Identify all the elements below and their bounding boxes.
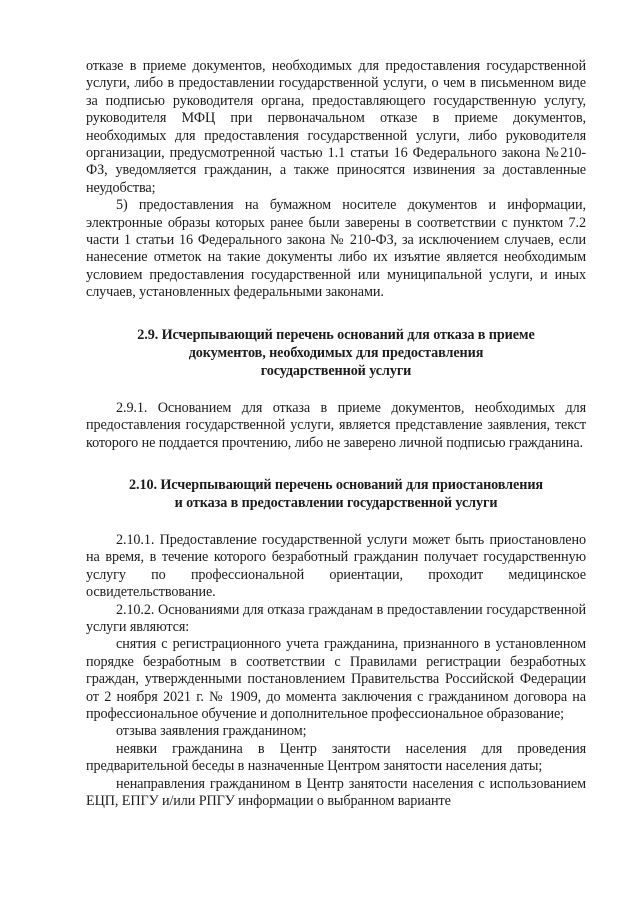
paragraph-item-5: 5) предоставления на бумажном носителе документов и информации, электронные образы которых ранее были заверены в соответствии с пунктом 7.2 части 1 статьи 16 Федерального закона № 210-ФЗ, за исключением случаев, если нанесение отметок на такие документы либо их изъятие является необходимым условием предоставления государственной или муниципальной услуги, и иных случаев, установленных федеральными законами. (86, 197, 586, 301)
heading-line: и отказа в предоставлении государственной услуги (174, 494, 498, 511)
heading-line: государственной услуги (260, 362, 412, 379)
paragraph-2-9-1: 2.9.1. Основанием для отказа в приеме документов, необходимых для предоставления государственной услуги, является представление заявления, текст которого не поддается прочтению, либо не заверено личной подписью гражданина. (86, 399, 586, 451)
paragraph-refusal-notice: отказе в приеме документов, необходимых для предоставления государственной услуги, либо в предоставлении государственной услуги, о чем в письменном виде за подписью руководителя органа, предоставляющего государственную услугу, руководителя МФЦ при первоначальном отказе в приеме документов, необходимых для предоставления государственной услуги, либо руководителя организации, предусмотренной частью 1.1 статьи 16 Федерального закона №210-ФЗ, уведомляется гражданин, а также приносятся извинения за доставленные неудобства; (86, 58, 586, 196)
paragraph-2-10-2: 2.10.2. Основаниями для отказа гражданам в предоставлении государственной услуги являются: (86, 601, 586, 635)
heading-line: 2.10. Исчерпывающий перечень оснований для приостановления (129, 476, 543, 493)
list-item-deregistration: снятия с регистрационного учета гражданина, признанного в установленном порядке безработным в соответствии с Правилами регистрации безработных граждан, утвержденными постановлением Правительства Российской Федерации от 2 ноября 2021 г. № 1909, до момента заключения с гражданином договора на профессиональное обучение и дополнительное профессиональное образование; (86, 636, 586, 722)
list-item-withdrawal: отзыва заявления гражданином; (116, 723, 307, 740)
paragraph-2-10-1: 2.10.1. Предоставление государственной услуги может быть приостановлено на время, в течение которого безработный гражданин получает государственную услугу по профессиональной ориентации, проходит медицинское освидетельствование. (86, 531, 586, 601)
list-item-no-info: ненаправления гражданином в Центр занятости населения с использованием ЕЦП, ЕПГУ и/или РПГУ информации о выбранном варианте (86, 775, 586, 809)
list-item-no-show: неявки гражданина в Центр занятости населения для проведения предварительной беседы в назначенные Центром занятости населения даты; (86, 740, 586, 775)
section-heading-2-9 (86, 326, 586, 380)
section-heading-2-10 (86, 476, 586, 512)
heading-line: документов, необходимых для предоставления (188, 344, 484, 361)
heading-line: 2.9. Исчерпывающий перечень оснований для отказа в приеме (137, 326, 535, 343)
document-page (86, 58, 586, 810)
